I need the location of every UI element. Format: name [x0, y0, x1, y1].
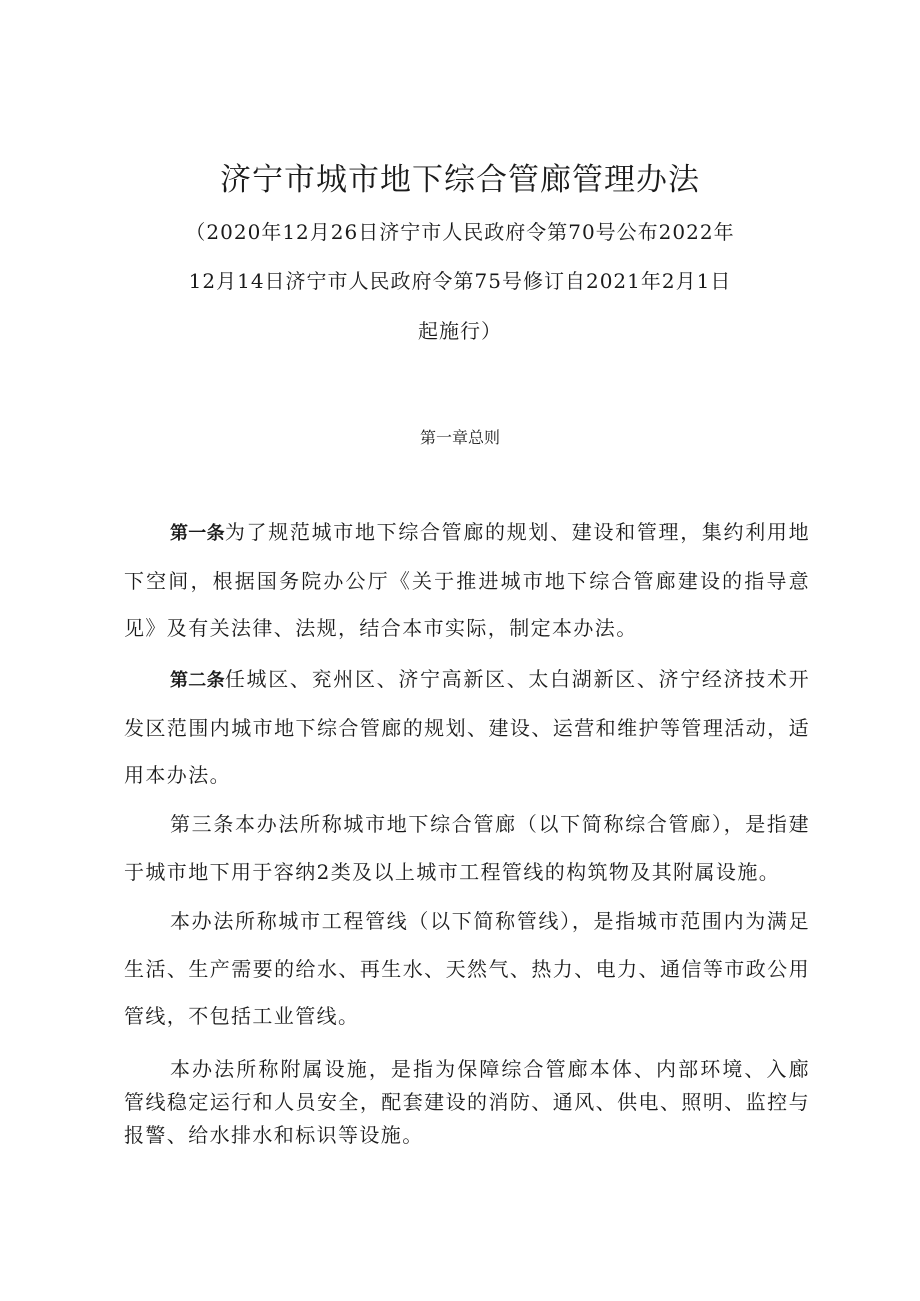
article-number: 第二条 [170, 670, 225, 691]
article-text: 第三条本办法所称城市地下综合管廊（以下简称综合管廊），是指建于城市地下用于容纳2类及以上城市工程管线的构筑物及其附属设施。 [124, 812, 810, 884]
article-paragraph [124, 656, 810, 800]
article-text: 为了规范城市地下综合管廊的规划、建设和管理，集约利用地下空间，根据国务院办公厅《关于推进城市地下综合管廊建设的指导意见》及有关法律、法规，结合本市实际，制定本办法。 [124, 520, 810, 640]
article-paragraph [124, 509, 810, 653]
article-text: 任城区、兖州区、济宁高新区、太白湖新区、济宁经济技术开发区范围内城市地下综合管廊的规划、建设、运营和维护等管理活动，适用本办法。 [124, 667, 810, 787]
article-text: 本办法所称附属设施，是指为保障综合管廊本体、内部环境、入廊管线稳定运行和人员安全，配套建设的消防、通风、供电、照明、监控与报警、给水排水和标识等设施。 [124, 1057, 810, 1147]
article-number: 第一条 [170, 523, 225, 544]
chapter-heading: 第一章总则 [419, 428, 500, 447]
article-paragraph [124, 898, 810, 1041]
subtitle-line-3: 起施行） [418, 319, 502, 343]
article-text: 本办法所称城市工程管线（以下简称管线），是指城市范围内为满足生活、生产需要的给水、再生水、天然气、热力、电力、通信等市政公用管线，不包括工业管线。 [124, 909, 810, 1028]
document-title: 济宁市城市地下综合管廊管理办法 [220, 162, 700, 198]
article-paragraph [124, 1053, 810, 1152]
subtitle-line-1: （2020年12月26日济宁市人民政府令第70号公布2022年 [185, 220, 735, 244]
article-paragraph [124, 801, 810, 896]
subtitle-line-2: 12月14日济宁市人民政府令第75号修订自2021年2月1日 [188, 269, 732, 293]
